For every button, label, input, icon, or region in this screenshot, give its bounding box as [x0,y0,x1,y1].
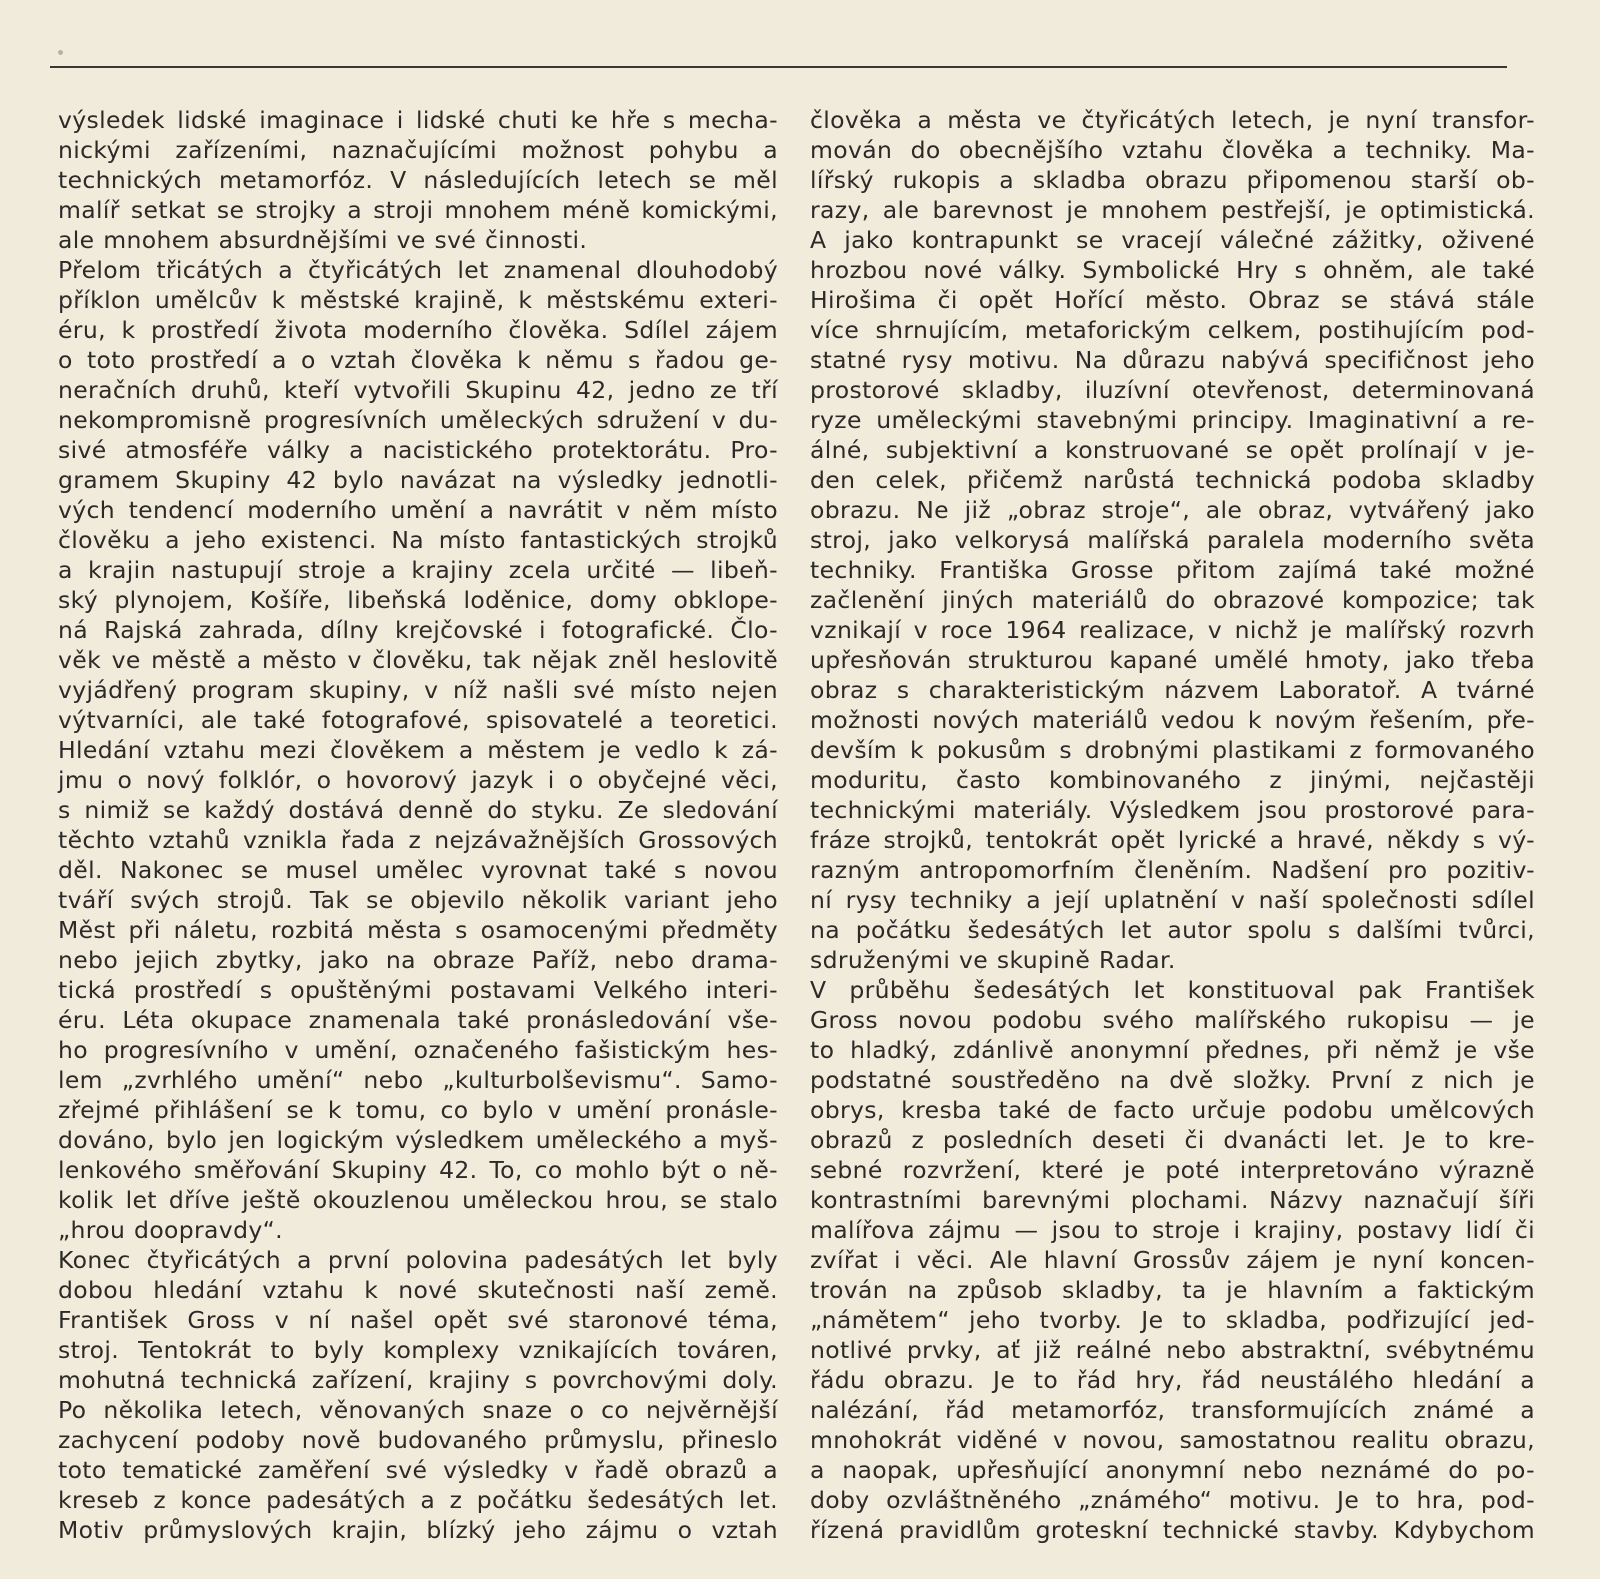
text-line: gramem Skupiny 42 bylo navázat na výsledky jednotli- [58,466,778,494]
text-line: příklon umělcův k městské krajině, k městskému exteri- [58,286,778,314]
text-line: razným antropomorfním členěním. Nadšení pro pozitiv- [810,856,1535,884]
text-line: zvířat i věci. Ale hlavní Grossův zájem je nyní koncen- [810,1246,1535,1274]
text-line: vyjádřený program skupiny, v níž našli své místo nejen [58,676,778,704]
text-line: ský plynojem, Košíře, libeňská loděnice, domy obklope- [58,586,778,614]
text-line: techniky. Františka Grosse přitom zajímá také možné [810,556,1535,584]
page-mark [58,50,63,55]
text-line: kolik let dříve ještě okouzlenou uměleckou hrou, se stalo [58,1186,778,1214]
text-line: ho progresívního v umění, označeného fašistickým hes- [58,1036,778,1064]
text-line: éru. Léta okupace znamenala také pronásledování vše- [58,1006,778,1034]
text-line: kreseb z konce padesátých a z počátku šedesátých let. [58,1486,778,1514]
text-line: Gross novou podobu svého malířského rukopisu — je [810,1006,1535,1034]
text-line: ná Rajská zahrada, dílny krejčovské i fotografické. Člo- [58,616,778,644]
text-line: ní rysy techniky a její uplatnění v naší společnosti sdílel [810,886,1535,914]
text-line: s nimiž se každý dostává denně do styku. Ze sledování [58,796,778,824]
text-line: obraz s charakteristickým názvem Laboratoř. A tvárné [810,676,1535,704]
text-line: nebo jejich zbytky, jako na obraze Paříž, nebo drama- [58,946,778,974]
text-line: zřejmé přihlášení se k tomu, co bylo v umění pronásle- [58,1096,778,1124]
text-line: řízená pravidlům groteskní technické stavby. Kdybychom [810,1516,1535,1544]
text-line: „námětem“ jeho tvorby. Je to skladba, podřizující jed- [810,1306,1535,1334]
text-line: více shrnujícím, metaforickým celkem, postihujícím pod- [810,316,1535,344]
text-line: devším k pokusům s drobnými plastikami z formovaného [810,736,1535,764]
header-rule [50,66,1507,68]
text-line: lířský rukopis a skladba obrazu připomenou starší ob- [810,166,1535,194]
text-line: Po několika letech, věnovaných snaze o co nejvěrnější [58,1396,778,1424]
text-line: razy, ale barevnost je mnohem pestřejší, je optimistická. [810,196,1535,224]
text-line: těchto vztahů vznikla řada z nejzávažnějších Grossových [58,826,778,854]
text-line: vznikají v roce 1964 realizace, v nichž je malířský rozvrh [810,616,1535,644]
text-line: Motiv průmyslových krajin, blízký jeho zájmu o vztah [58,1516,778,1544]
text-line: álné, subjektivní a konstruované se opět prolínají v je- [810,436,1535,464]
text-line: A jako kontrapunkt se vracejí válečné zážitky, oživené [810,226,1535,254]
text-line: upřesňován strukturou kapané umělé hmoty, jako třeba [810,646,1535,674]
text-line: malířova zájmu — jsou to stroje i krajiny, postavy lidí či [810,1216,1535,1244]
text-line: děl. Nakonec se musel umělec vyrovnat také s novou [58,856,778,884]
text-line: řádu obrazu. Je to řád hry, řád neustálého hledání a [810,1366,1535,1394]
text-line: dobou hledání vztahu k nové skutečnosti naší země. [58,1276,778,1304]
text-line: Hirošima či opět Hořící město. Obraz se stává stále [810,286,1535,314]
text-line: technických metamorfóz. V následujících letech se měl [58,166,778,194]
text-line: možnosti nových materiálů vedou k novým řešením, pře- [810,706,1535,734]
text-line: tická prostředí s opuštěnými postavami Velkého interi- [58,976,778,1004]
text-line: fráze strojků, tentokrát opět lyrické a hravé, někdy s vý- [810,826,1535,854]
text-line: mován do obecnějšího vztahu člověka a techniky. Ma- [810,136,1535,164]
text-line: malíř setkat se strojky a stroji mnohem méně komickými, [58,196,778,224]
text-line: ryze uměleckými stavebnými principy. Imaginativní a re- [810,406,1535,434]
text-line: toto tematické zaměření své výsledky v řadě obrazů a [58,1456,778,1484]
text-line: nickými zařízeními, naznačujícími možnost pohybu a [58,136,778,164]
text-line: zachycení podoby nově budovaného průmyslu, přineslo [58,1426,778,1454]
text-line: sebné rozvržení, které je poté interpretováno výrazně [810,1156,1535,1184]
text-line: jmu o nový folklór, o hovorový jazyk i o obyčejné věci, [58,766,778,794]
text-line: den celek, přičemž narůstá technická podoba skladby [810,466,1535,494]
text-line: tváří svých strojů. Tak se objevilo několik variant jeho [58,886,778,914]
text-line: podstatné soustředěno na dvě složky. První z nich je [810,1066,1535,1094]
text-line: člověku a jeho existenci. Na místo fantastických strojků [58,526,778,554]
text-line: V průběhu šedesátých let konstituoval pak František [810,976,1535,1004]
text-line: stroj, jako velkorysá malířská paralela moderního světa [810,526,1535,554]
text-line: mohutná technická zařízení, krajiny s povrchovými doly. [58,1366,778,1394]
text-line: začlenění jiných materiálů do obrazové kompozice; tak [810,586,1535,614]
text-line: obrazů z posledních deseti či dvanácti let. Je to kre- [810,1126,1535,1154]
text-line: to hladký, zdánlivě anonymní přednes, při němž je vše [810,1036,1535,1064]
text-line: „hrou doopravdy“. [58,1216,283,1244]
text-line: na počátku šedesátých let autor spolu s dalšími tvůrci, [810,916,1535,944]
text-line: Hledání vztahu mezi člověkem a městem je vedlo k zá- [58,736,778,764]
text-line: moduritu, často kombinovaného z jinými, nejčastěji [810,766,1535,794]
text-line: dováno, bylo jen logickým výsledkem uměleckého a myš- [58,1126,778,1154]
text-line: obrys, kresba také de facto určuje podobu umělcových [810,1096,1535,1124]
text-line: výsledek lidské imaginace i lidské chuti ke hře s mecha- [58,106,778,134]
text-line: éru, k prostředí života moderního člověka. Sdílel zájem [58,316,778,344]
text-line: neračních druhů, kteří vytvořili Skupinu 42, jedno ze tří [58,376,778,404]
text-line: kontrastními barevnými plochami. Názvy naznačují šíři [810,1186,1535,1214]
text-line: věk ve městě a město v člověku, tak nějak zněl heslovitě [58,646,778,674]
text-line: stroj. Tentokrát to byly komplexy vznikajících továren, [58,1336,778,1364]
text-line: výtvarníci, ale také fotografové, spisovatelé a teoretici. [58,706,778,734]
text-line: doby ozvláštněného „známého“ motivu. Je to hra, pod- [810,1486,1535,1514]
text-line: Měst při náletu, rozbitá města s osamocenými předměty [58,916,778,944]
text-line: František Gross v ní našel opět své staronové téma, [58,1306,778,1334]
text-line: nalézání, řád metamorfóz, transformujících známé a [810,1396,1535,1424]
text-line: ale mnohem absurdnějšími ve své činnosti. [58,226,588,254]
text-line: hrozbou nové války. Symbolické Hry s ohněm, ale také [810,256,1535,284]
text-line: a krajin nastupují stroje a krajiny zcela určité — libeň- [58,556,778,584]
left-column [58,105,778,1545]
text-line: o toto prostředí a o vztah člověka k němu s řadou ge- [58,346,778,374]
text-line: člověka a města ve čtyřicátých letech, je nyní transfor- [810,106,1535,134]
text-line: Konec čtyřicátých a první polovina padesátých let byly [58,1246,778,1274]
text-line: lenkového směřování Skupiny 42. To, co mohlo být o ně- [58,1156,778,1184]
text-line: obrazu. Ne již „obraz stroje“, ale obraz, vytvářený jako [810,496,1535,524]
text-line: Přelom třicátých a čtyřicátých let znamenal dlouhodobý [58,256,778,284]
text-line: technickými materiály. Výsledkem jsou prostorové para- [810,796,1535,824]
text-line: trován na způsob skladby, ta je hlavním a faktickým [810,1276,1535,1304]
text-line: lem „zvrhlého umění“ nebo „kulturbolševismu“. Samo- [58,1066,778,1094]
right-column [810,105,1535,1545]
text-line: sivé atmosféře války a nacistického protektorátu. Pro- [58,436,778,464]
text-line: a naopak, upřesňující anonymní nebo neznámé do po- [810,1456,1535,1484]
text-line: nekompromisně progresívních uměleckých sdružení v du- [58,406,778,434]
text-line: notlivé prvky, ať již reálné nebo abstraktní, svébytnému [810,1336,1535,1364]
text-line: prostorové skladby, iluzívní otevřenost, determinovaná [810,376,1535,404]
text-line: vých tendencí moderního umění a navrátit v něm místo [58,496,778,524]
text-line: sdruženými ve skupině Radar. [810,946,1176,974]
text-line: statné rysy motivu. Na důrazu nabývá specifičnost jeho [810,346,1535,374]
text-line: mnohokrát viděné v novou, samostatnou realitu obrazu, [810,1426,1535,1454]
